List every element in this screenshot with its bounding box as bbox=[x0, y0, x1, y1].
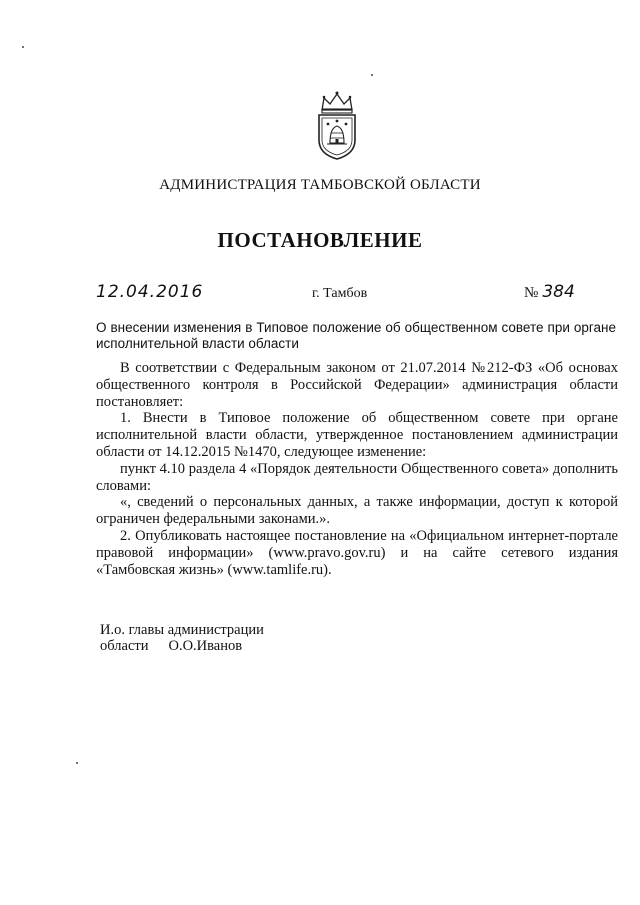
body-paragraph: 2. Опубликовать настоящее постановление на «Официальном интернет-портале правовой информации» (www.pravo.gov.ru) и на сайте сетевого издания «Тамбовская жизнь» (www.tamlife.ru). bbox=[96, 527, 618, 578]
body-paragraph: «, сведений о персональных данных, а также информации, доступ к которой ограничен федеральными законами.». bbox=[96, 494, 618, 528]
body-paragraph: В соответствии с Федеральным законом от 21.07.2014 №212-ФЗ «Об основах общественного контроля в Российской Федерации» администрация области постановляет: bbox=[96, 360, 618, 410]
signatory-title-region: области bbox=[100, 638, 149, 654]
document-date: 12.04.2016 bbox=[96, 282, 204, 302]
body-paragraph: пункт 4.10 раздела 4 «Порядок деятельности Общественного совета» дополнить словами: bbox=[96, 460, 618, 494]
signatory-name: О.О.Иванов bbox=[168, 638, 243, 654]
document-number bbox=[524, 282, 575, 302]
document-subject: О внесении изменения в Типовое положение об общественном совете при органе исполнительной власти области bbox=[96, 320, 616, 351]
scan-speck bbox=[22, 46, 24, 48]
organization-name: АДМИНИСТРАЦИЯ ТАМБОВСКОЙ ОБЛАСТИ bbox=[159, 177, 481, 193]
tambov-coat-of-arms-icon bbox=[314, 88, 360, 162]
scan-speck bbox=[76, 762, 78, 764]
document-meta bbox=[0, 282, 640, 306]
number-value: 384 bbox=[542, 282, 575, 302]
scan-speck bbox=[371, 74, 373, 76]
body-paragraph: 1. Внести в Типовое положение об общественном совете при органе исполнительной власти области, утвержденное постановлением администрации области от 14.12.2015 №1470, следующее изменение: bbox=[96, 410, 618, 460]
document-city: г. Тамбов bbox=[312, 286, 368, 301]
document-type-title: ПОСТАНОВЛЕНИЕ bbox=[217, 228, 423, 252]
document-body bbox=[96, 360, 618, 578]
signature-block bbox=[100, 622, 264, 654]
signatory-line bbox=[100, 638, 264, 654]
number-sign: № bbox=[524, 285, 539, 301]
signatory-title: И.о. главы администрации bbox=[100, 622, 264, 638]
